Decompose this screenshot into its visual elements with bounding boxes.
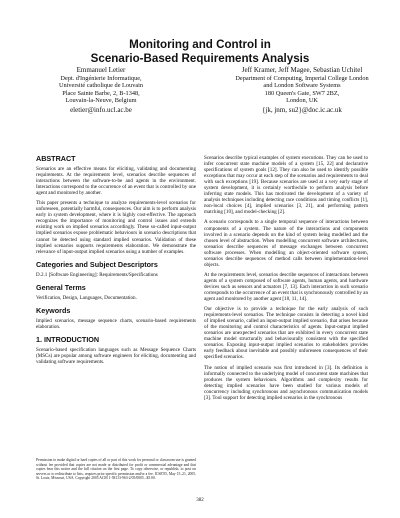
author-2-name: Jeff Kramer, Jeff Magee, Sebastian Uchitel — [241, 66, 363, 74]
keywords-heading: Keywords — [36, 305, 71, 315]
author-1-affiliation-line: Place Sainte Barbe, 2, B-1348, — [62, 89, 140, 97]
author-2-affiliation-line: London, UK — [286, 97, 318, 105]
general-terms-text: Verification, Design, Languages, Documentation. — [36, 294, 137, 301]
abstract-heading: ABSTRACT — [36, 154, 76, 163]
keywords-text: Implied scenarios, message sequence charts, scenario-based requirements elaboration. — [36, 317, 196, 330]
body-paragraph: Scenarios describe typical examples of system executions. They can be used to infer concurrent state machine models of a system [15, 22] and declarative specifications of system goals [12]. They can also be used to identify possible exceptions that may occur at each step of the scenarios and requirements to deal with such exceptions [19]. Because scenarios are used at a very early stage of system development, it is certainly worthwhile to perform analysis before inferring state models. This has motivated the development of a variety of analysis techniques including detecting race conditions and timing conflicts [1], non-local choices [4], implied scenarios [3, 21], and performing pattern matching [10], and model-checking [2]. — [204, 155, 368, 216]
author-1-affiliation-line: Louvain-la-Neuve, Belgium — [65, 97, 137, 105]
body-paragraph: At the requirements level, scenarios describe sequences of interactions between agents of a system composed of software agents, human agents, and hardware devices such as sensors and actuators [7, 13]. Each interaction in such scenario corresponds to the occurrence of an event that is synchronously controlled by an agent and monitored by another agent [18, 11, 14]. — [204, 271, 368, 303]
author-1-email: eletier@info.ucl.ac.be — [70, 105, 132, 114]
categories-heading: Categories and Subject Descriptors — [36, 259, 158, 269]
right-column — [204, 155, 368, 405]
body-paragraph: Our objective is to provide a technique for the early analysis of such requirements-level scenarios. The technique consists in detecting a novel kind of implied scenario, called an input-output implied scenario, that arises because of the monitoring and control characteristics of agents. Input-output implied scenarios are unexpected scenarios that are exhibited in every concurrent state machine model structurally and behaviourally consistent with the specified scenarios. Exposing input-output implied scenarios to stakeholders provides early feedback about inevitable and possibly unforeseen consequences of their specified scenarios. — [204, 306, 368, 361]
body-paragraph: A scenario corresponds to a single temporal sequence of interactions between components of a system. The nature of the interactions and components involved in a scenario depends on the kind of system being modelled and the chosen level of abstraction. When modelling concurrent software architectures, scenarios describe sequences of message exchanges between concurrent software processes. When modelling an object-oriented software system, scenarios describe sequences of method calls between implementation-level objects. — [204, 219, 368, 268]
abstract-paragraph-2: This paper presents a technique to analyze requirements-level scenarios for unforeseen, potentially harmful, consequences. Our aim is to perform analysis early in system development, where it is highly cost-effective. The approach recognizes the importance of monitoring and control issues and extends existing work on implied scenarios accordingly. These so-called input-output implied scenarios expose problematic behaviours in scenario descriptions that cannot be detected using standard implied scenarios. Validation of these implied scenarios supports requirements elaboration. We demonstrate the relevance of input-output implied scenarios using a number of examples. — [36, 200, 196, 255]
author-2-affiliation-line: Department of Computing, Imperial College London — [235, 74, 369, 82]
title-line-2: Scenario-Based Requirements Analysis — [90, 52, 310, 65]
author-2-affiliation-line: 180 Queen's Gate, SW7 2BZ, — [264, 89, 340, 97]
body-paragraph: The notion of implied scenario was first introduced in [3]. Its definition is informally connected to the underlying model of concurrent state machines that produces the system behaviours. Algorithms and complexity results for detecting implied scenarios have been studied for various models of concurrency including synchronous and asynchronous communication models [3]. Tool support for detecting implied scenarios in the synchronous — [204, 364, 368, 401]
author-2-email: {jk, jnm, su2}@doc.ic.ac.uk — [262, 105, 342, 114]
categories-text: D.2.1 [Software Engineering]: Requirements/Specifications — [36, 271, 158, 278]
author-1 — [32, 66, 170, 114]
author-1-name: Emmanuel Letier — [76, 66, 126, 74]
page-number: 382 — [196, 498, 204, 503]
author-1-affiliation-line: Université catholique de Louvain — [58, 82, 144, 90]
introduction-heading: 1. INTRODUCTION — [36, 334, 100, 344]
title-line-1: Monitoring and Control in — [129, 38, 271, 51]
left-column — [36, 155, 196, 369]
author-1-affiliation-line: Dept. d'Ingénierie Informatique, — [60, 74, 142, 82]
author-2 — [208, 66, 396, 114]
copyright-notice: Permission to make digital or hard copies of all or part of this work for personal or classroom use is granted without fee provided that copies are not made or distributed for profit or commercial advantage and that copies bear this notice and the full citation on the first page. To copy otherwise, or republish, to post on servers or to redistribute to lists, requires prior specific permission and/or a fee. ICSE'05, May 15–21, 2005, St. Louis, Missouri, USA. Copyright 2005 ACM 1-58113-963-2/05/0005...$5.00. — [36, 458, 196, 480]
author-2-affiliation-line: and London Software Systems — [263, 82, 341, 90]
general-terms-heading: General Terms — [36, 282, 86, 292]
abstract-paragraph-1: Scenarios are an effective means for eliciting, validating and documenting requirements. At the requirements level, scenarios describe sequences of interactions between the software-to-be and agents in the environment. Interactions correspond to the occurrence of an event that is controlled by one agent and monitored by another. — [36, 166, 196, 197]
paper-title — [0, 38, 400, 66]
introduction-paragraph-1: Scenario-based specification languages such as Message Sequence Charts (MSCs) are popular among software engineers for eliciting, documenting and validating software requirements. — [36, 346, 196, 365]
